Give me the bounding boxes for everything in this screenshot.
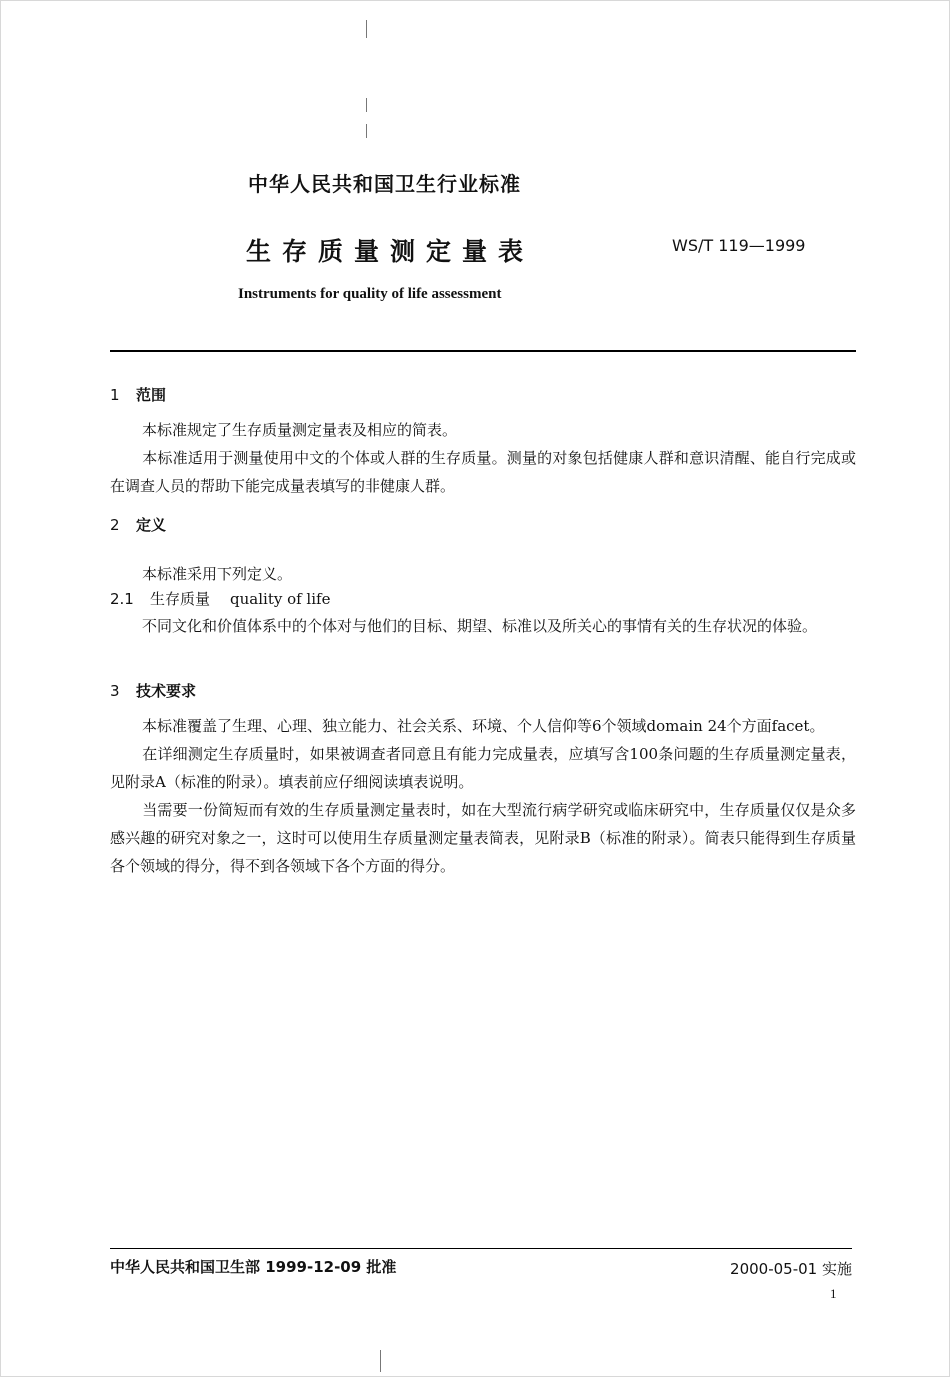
fold-mark	[366, 124, 367, 138]
section-heading-definitions	[110, 514, 166, 535]
page-title: 生存质量测定量表	[246, 237, 535, 266]
section-title: 技术要求	[136, 682, 197, 700]
paragraph: 本标准适用于测量使用中文的个体或人群的生存质量。测量的对象包括健康人群和意识清醒、能自行完成或在调查人员的帮助下能完成量表填写的非健康人群。	[110, 449, 856, 495]
section-heading-technical	[110, 680, 196, 701]
standard-number: WS/T 119—1999	[672, 236, 806, 255]
definition-term	[110, 588, 330, 609]
paragraph: 在详细测定生存质量时，如果被调查者同意且有能力完成量表，应填写含100条问题的生存质量测定量表，见附录A（标准的附录）。填表前应仔细阅读填表说明。	[110, 745, 856, 791]
footer-rule	[110, 1248, 852, 1249]
section-number: 3	[110, 682, 120, 700]
section-number: 1	[110, 386, 120, 404]
fold-mark	[366, 98, 367, 112]
effective-date: 2000-05-01 实施	[730, 1260, 852, 1278]
top-rule	[110, 350, 856, 352]
approval-line: 中华人民共和国卫生部 1999-12-09 批准	[110, 1258, 397, 1276]
paragraph: 本标准覆盖了生理、心理、独立能力、社会关系、环境、个人信仰等6个领域domain 24个方面facet。	[142, 717, 825, 735]
fold-mark	[366, 20, 367, 38]
paragraph: 当需要一份简短而有效的生存质量测定量表时，如在大型流行病学研究或临床研究中，生存质量仅仅是众多感兴趣的研究对象之一，这时可以使用生存质量测定量表简表，见附录B（标准的附录）。简表只能得到生存质量各个领域的得分，得不到各领域下各个方面的得分。	[110, 801, 856, 875]
paragraph: 本标准采用下列定义。	[142, 565, 293, 583]
standard-type: 中华人民共和国卫生行业标准	[248, 172, 521, 196]
section-title: 范围	[136, 386, 167, 404]
term-en: quality of life	[230, 590, 331, 608]
definition-number: 2.1	[110, 590, 134, 608]
section-heading-scope	[110, 384, 166, 405]
section-title: 定义	[136, 516, 167, 534]
page-number: 1	[830, 1286, 837, 1301]
term-cn: 生存质量	[150, 590, 211, 608]
english-title: Instruments for quality of life assessment	[238, 286, 502, 302]
paragraph: 不同文化和价值体系中的个体对与他们的目标、期望、标准以及所关心的事情有关的生存状况的体验。	[142, 617, 818, 635]
fold-mark	[380, 1350, 381, 1372]
paragraph: 本标准规定了生存质量测定量表及相应的简表。	[142, 421, 458, 439]
section-number: 2	[110, 516, 120, 534]
